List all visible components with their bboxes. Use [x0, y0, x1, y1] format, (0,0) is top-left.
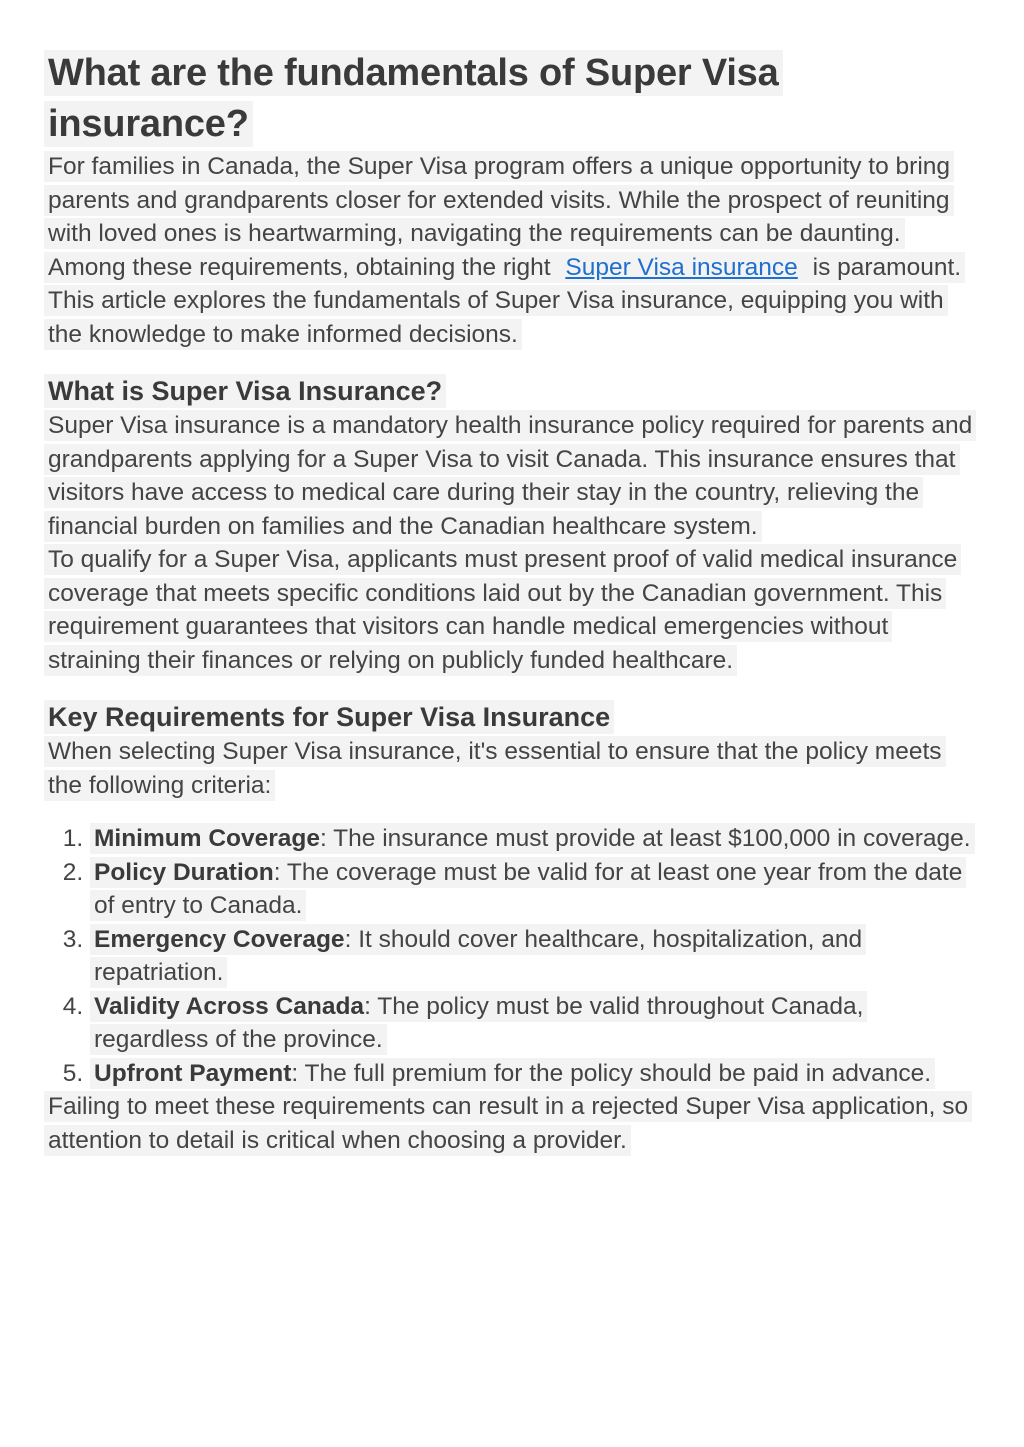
list-item	[90, 856, 980, 923]
what-is-paragraph-1-text: Super Visa insurance is a mandatory health insurance policy required for parents and grandparents applying for a Super Visa to visit Canada. This insurance ensures that visitors have access to medical care during their stay in the country, relieving the financial burden on families and the Canadian healthcare system.	[44, 410, 976, 542]
requirement-term: Upfront Payment	[94, 1059, 292, 1087]
requirements-list	[44, 822, 980, 1090]
section-heading-key-requirements-text: Key Requirements for Super Visa Insurance	[44, 700, 614, 734]
closing-text: Failing to meet these requirements can result in a rejected Super Visa application, so attention to detail is critical when choosing a provider.	[44, 1091, 972, 1156]
what-is-paragraph-2-text: To qualify for a Super Visa, applicants must present proof of valid medical insurance coverage that meets specific conditions laid out by the Canadian government. This requirement guarantees that visitors can handle medical emergencies without straining their finances or relying on publicly funded healthcare.	[44, 544, 961, 676]
requirement-term: Minimum Coverage	[94, 825, 320, 852]
requirements-lead-text: When selecting Super Visa insurance, it's essential to ensure that the policy meets the following criteria:	[44, 736, 946, 801]
list-item	[90, 923, 980, 990]
what-is-paragraph-1	[44, 409, 980, 543]
requirement-text: : The policy must be valid throughout Canada, regardless of the province.	[94, 992, 864, 1053]
what-is-paragraph-2	[44, 543, 980, 677]
section-heading-what-is	[44, 373, 980, 409]
super-visa-insurance-link[interactable]: Super Visa insurance	[561, 252, 801, 283]
list-item	[90, 1057, 980, 1091]
requirement-term: Policy Duration	[94, 858, 274, 886]
requirement-text: : The full premium for the policy should be paid in advance.	[291, 1059, 932, 1087]
list-item	[90, 990, 980, 1057]
section-heading-key-requirements	[44, 699, 980, 735]
intro-text-after-link: is paramount. This article explores the fundamentals of Super Visa insurance, equipping you with the knowledge to make informed decisions.	[44, 252, 965, 350]
requirement-term: Validity Across Canada	[94, 992, 365, 1020]
requirement-text: : The insurance must provide at least $100,000 in coverage.	[320, 825, 971, 852]
requirement-text: : The coverage must be valid for at least one year from the date of entry to Canada.	[94, 858, 963, 919]
page-title-text: What are the fundamentals of Super Visa insurance?	[44, 50, 783, 147]
list-item	[90, 822, 980, 856]
requirements-lead-paragraph	[44, 735, 980, 802]
intro-paragraph	[44, 150, 980, 351]
requirement-text: : It should cover healthcare, hospitalization, and repatriation.	[94, 925, 863, 986]
closing-paragraph	[44, 1090, 980, 1157]
intro-text-before-link: For families in Canada, the Super Visa program offers a unique opportunity to bring parents and grandparents closer for extended visits. While the prospect of reuniting with loved ones is heartwarming, navigating the requirements can be daunting. Among these requirements, obtaining the right	[44, 151, 954, 283]
page-title	[44, 48, 824, 150]
requirement-term: Emergency Coverage	[94, 925, 345, 953]
section-heading-what-is-text: What is Super Visa Insurance?	[44, 374, 446, 408]
